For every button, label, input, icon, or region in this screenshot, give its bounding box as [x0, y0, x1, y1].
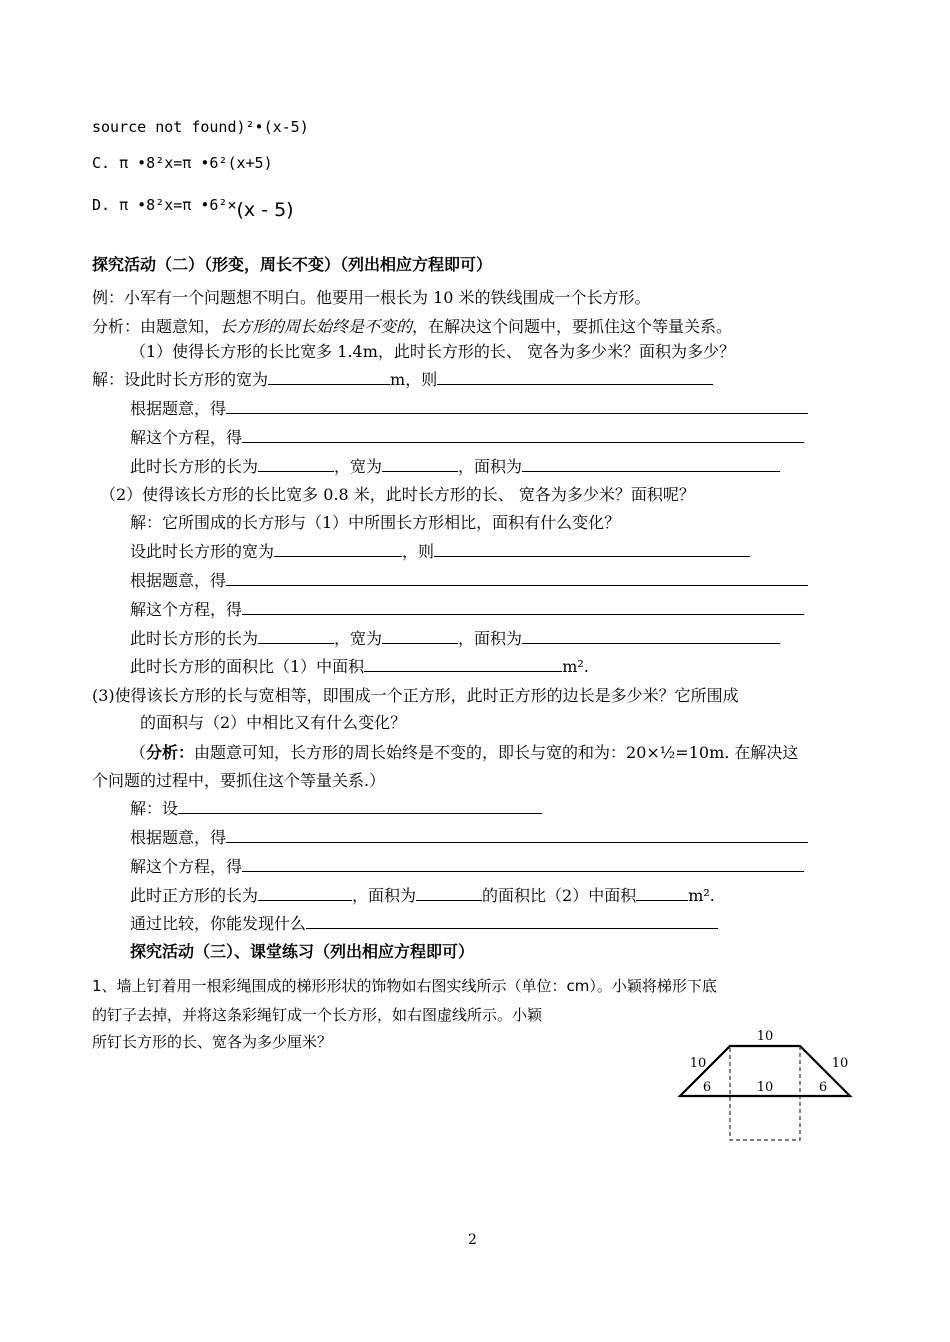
label-left-base: 6 [702, 1080, 712, 1095]
activity2-title: 探究活动（二）（形变，周长不变）（列出相应方程即可） [92, 255, 493, 274]
answer-blank[interactable] [242, 427, 804, 443]
question-2-compare: 解：它所围成的长方形与（1）中所围长方形相比，面积有什么变化？ [130, 513, 621, 532]
analysis-text [92, 316, 732, 338]
page-number: 2 [468, 1232, 477, 1248]
answer-blank[interactable] [268, 369, 390, 385]
question-2: （2）使得该长方形的长比宽多 0.8 米，此时长方形的长、 宽各为多少米？面积呢？ [100, 485, 695, 504]
area-label: ，面积为 [458, 457, 523, 476]
question-1: （1）使得长方形的长比宽多 1.4m，此时长方形的长、 宽各为多少米？面积为多少？ [130, 342, 735, 361]
label-left-side: 10 [689, 1056, 707, 1071]
answer-blank[interactable] [522, 628, 780, 644]
answer-blank[interactable] [242, 599, 804, 615]
problem-1-line3: 所钉长方形的长、宽各为多少厘米？ [92, 1033, 333, 1051]
solution-3-solve [130, 856, 804, 878]
label-right-side: 10 [831, 1056, 849, 1071]
answer-blank[interactable] [416, 885, 482, 901]
solve-label: 解这个方程，得 [130, 857, 243, 876]
example-text: 例：小军有一个问题想不明白。他要用一根长为 10 米的铁线围成一个长方形。 [92, 288, 651, 307]
by-meaning-label: 根据题意，得 [130, 571, 227, 590]
solution-1-set [92, 369, 713, 391]
width-label: ，宽为 [334, 457, 383, 476]
option-d-prefix: D. π •8²x=π •6²× [92, 196, 237, 214]
solution-1-solve [130, 427, 804, 449]
then-label: ，则 [402, 542, 435, 561]
label-mid-base: 10 [756, 1080, 774, 1095]
answer-blank[interactable] [258, 456, 334, 472]
answer-blank[interactable] [226, 398, 808, 414]
answer-blank[interactable] [306, 913, 718, 929]
answer-blank[interactable] [178, 798, 542, 814]
answer-blank[interactable] [382, 456, 458, 472]
label-right-base: 6 [818, 1080, 828, 1095]
answer-blank[interactable] [274, 541, 402, 557]
compare-label: 通过比较，你能发现什么 [130, 914, 307, 933]
analysis-3-text: 由题意可知，长方形的周长始终是不变的，即长与宽的和为：20×½=10m. 在解决这 [194, 743, 799, 762]
width-label: ，宽为 [334, 629, 383, 648]
analysis-suffix: ，在解决这个问题中，要抓住这个等量关系。 [412, 317, 733, 336]
answer-blank[interactable] [226, 570, 808, 586]
analysis-3-line2: 个问题的过程中，要抓住这个等量关系.） [92, 771, 386, 790]
activity3-title: 探究活动（三）、课堂练习（列出相应方程即可） [130, 942, 475, 961]
option-d-tail: (x - 5) [236, 199, 294, 221]
question-3-line2: 的面积与（2）中相比又有什么变化？ [140, 713, 407, 732]
solution-2-area-compare [130, 656, 589, 678]
answer-blank[interactable] [226, 827, 808, 843]
length-label: 此时长方形的长为 [130, 457, 259, 476]
solution-3-result [130, 885, 715, 907]
question-3-line1: (3)使得该长方形的长与宽相等，即围成一个正方形，此时正方形的边长是多少米？它所围成 [92, 686, 739, 705]
analysis-3-label: 分析： [146, 743, 195, 762]
problem-1-line1: 1、墙上钉着用一根彩绳围成的梯形形状的饰物如右图实线所示（单位：cm）。小颖将梯形下底 [92, 977, 717, 995]
analysis-prefix: 分析：由题意知， [92, 317, 221, 336]
solution-3-set [130, 798, 542, 820]
answer-blank[interactable] [258, 885, 352, 901]
problem-1-line2: 的钉子去掉，并将这条彩绳钉成一个长方形，如右图虚线所示。小颖 [92, 1006, 543, 1024]
solve-label: 解这个方程，得 [130, 600, 243, 619]
area-vs1-label: 此时长方形的面积比（1）中面积 [130, 657, 365, 676]
answer-blank[interactable] [364, 656, 562, 672]
answer-blank[interactable] [636, 885, 688, 901]
solution-2-result [130, 628, 780, 650]
option-b-tail: source not found)²•(x-5) [92, 118, 309, 136]
trapezoid-figure [670, 1020, 860, 1145]
answer-blank[interactable] [258, 628, 334, 644]
answer-blank[interactable] [522, 456, 780, 472]
solution-2-set [130, 541, 750, 563]
answer-blank[interactable] [242, 856, 804, 872]
square-area-label: ，面积为 [352, 886, 417, 905]
answer-blank[interactable] [437, 369, 713, 385]
compare-line [130, 913, 718, 935]
answer-blank[interactable] [434, 541, 750, 557]
by-meaning-label: 根据题意，得 [130, 828, 227, 847]
solution-1-result [130, 456, 780, 478]
solution-2-set-label: 设此时长方形的宽为 [130, 542, 275, 561]
area-vs2-label: 的面积比（2）中面积 [482, 886, 637, 905]
option-d [92, 193, 294, 221]
paren-open: （ [130, 743, 147, 762]
solution-3-set-label: 解：设 [130, 799, 179, 818]
unit-then: m，则 [390, 370, 438, 389]
answer-blank[interactable] [382, 628, 458, 644]
square-length-label: 此时正方形的长为 [130, 886, 259, 905]
solution-1-set-label: 解：设此时长方形的宽为 [92, 370, 269, 389]
unit-m2: m². [562, 657, 589, 676]
solution-1-equation [130, 398, 808, 420]
option-c: C. π •8²x=π •6²(x+5) [92, 154, 273, 172]
by-meaning-label: 根据题意，得 [130, 399, 227, 418]
label-top: 10 [756, 1029, 774, 1044]
length-label: 此时长方形的长为 [130, 629, 259, 648]
solution-3-equation [130, 827, 808, 849]
solve-label: 解这个方程，得 [130, 428, 243, 447]
unit-m2: m². [688, 886, 715, 905]
solution-2-equation [130, 570, 808, 592]
solution-2-solve [130, 599, 804, 621]
analysis-italic: 长方形的周长始终是不变的 [220, 317, 413, 336]
analysis-3-line1 [130, 742, 798, 764]
area-label: ，面积为 [458, 629, 523, 648]
